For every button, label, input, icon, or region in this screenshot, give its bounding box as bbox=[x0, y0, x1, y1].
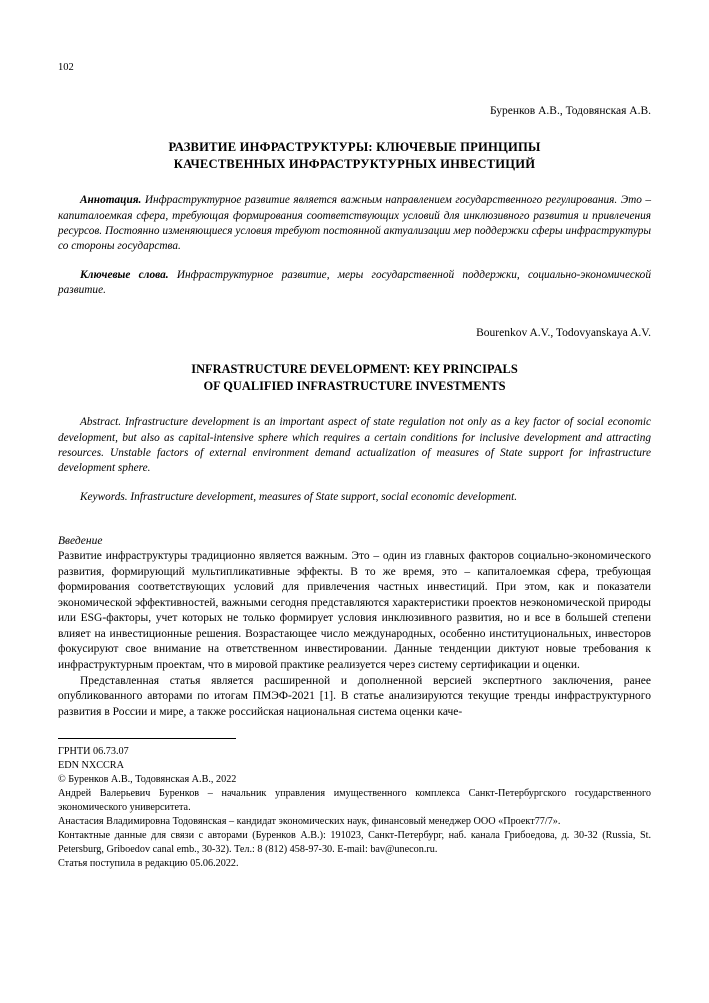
title-russian-line-2: КАЧЕСТВЕННЫХ ИНФРАСТРУКТУРНЫХ ИНВЕСТИЦИЙ bbox=[173, 156, 536, 171]
title-english bbox=[88, 361, 621, 396]
abstract-english-label: Abstract. bbox=[80, 416, 122, 429]
keywords-russian-text: Инфраструктурное развитие, меры государственной поддержки, социально-экономической развитие. bbox=[58, 268, 651, 297]
section-heading-introduction: Введение bbox=[58, 535, 103, 548]
authors-russian: Буренков А.В., Тодовянская А.В. bbox=[489, 104, 651, 117]
authors-english: Bourenkov A.V., Todovyanskaya A.V. bbox=[476, 326, 651, 339]
footnote-received-date: Статья поступила в редакцию 05.06.2022. bbox=[58, 858, 239, 870]
title-russian-line-1: РАЗВИТИЕ ИНФРАСТРУКТУРЫ: КЛЮЧЕВЫЕ ПРИНЦИПЫ bbox=[168, 139, 541, 154]
intro-paragraph-2: Представленная статья является расширенной и дополненной версией экспертного заключения, ранее опубликованного авторами по итогам ПМЭФ-2021 [1]. В статье анализируются текущие тренды инфраструктурного развития в России и мире, а также российская национальная система оценки каче- bbox=[58, 674, 651, 718]
footnote-grnti: ГРНТИ 06.73.07 bbox=[58, 746, 129, 758]
footnote-contacts: Контактные данные для связи с авторами (Буренков А.В.): 191023, Санкт-Петербург, наб. канала Грибоедова, д. 30-32 (Russia, St. Petersburg, Griboedov canal emb., 30-32). Тел.: 8 (812) 458-97-30. E-mail: bav@unecon.ru. bbox=[58, 830, 651, 856]
abstract-russian-text: Инфраструктурное развитие является важным направлением государственного регулирования. Это – капиталоемкая сфера, требующая формирования соответствующих условий для инклюзивного развития и привлечения ресурсов. Постоянно изменяющиеся условия требуют постоянной актуализации мер поддержки сферы инфраструктуры со стороны государства. bbox=[58, 194, 651, 253]
title-russian bbox=[86, 139, 623, 174]
keywords-english-text: Infrastructure development, measures of State support, social economic development. bbox=[127, 490, 518, 503]
abstract-russian-label: Аннотация. bbox=[80, 194, 142, 207]
keywords-russian-label: Ключевые слова. bbox=[80, 268, 169, 281]
keywords-english-label: Keywords. bbox=[80, 490, 128, 503]
page-number: 102 bbox=[58, 62, 74, 73]
footnote-block bbox=[58, 745, 651, 871]
intro-paragraph-1: Развитие инфраструктуры традиционно является важным. Это – один из главных факторов социально-экономического развития, формирующий мультипликативные эффекты. В то же время, это – капиталоемкая сфера, требующая формирования соответствующих условий для привлечения частных инвестиций. При этом, как и показатели экономической эффективностей, важными сегодня представляются характеристики проектов неэкономической природы или ESG-факторы, учет которых не только формирует условия инклюзивного развития, но и все в большей степени влияет на инвестиционные решения. Возрастающее число международных, особенно институциональных, инвесторов фокусируют свое внимание на ответственном инвестировании. Данные тенденции диктуют новые требования к инфраструктурным проектам, что в мировой практике реализуется через систему сертификации и оценки. bbox=[58, 550, 651, 672]
footnote-author-2: Анастасия Владимировна Тодовянская – кандидат экономических наук, финансовый менеджер ООО «Проект77/7». bbox=[58, 816, 561, 828]
abstract-english-text: Infrastructure development is an important aspect of state regulation not only as a key factor of social economic development, but also as capital-intensive sphere which requires a certain conditions for inclusive development and attracting resources. Unstable factors of external environment demand actualization of measures of State support for infrastructure development sphere. bbox=[58, 416, 651, 475]
title-english-line-2: OF QUALIFIED INFRASTRUCTURE INVESTMENTS bbox=[203, 378, 506, 393]
footnote-edn: EDN NXCCRA bbox=[58, 760, 124, 772]
keywords-russian bbox=[58, 268, 651, 299]
abstract-russian bbox=[58, 193, 651, 254]
footnote-copyright: © Буренков А.В., Тодовянская А.В., 2022 bbox=[58, 774, 237, 786]
title-english-line-1: INFRASTRUCTURE DEVELOPMENT: KEY PRINCIPALS bbox=[191, 361, 518, 376]
keywords-english bbox=[58, 490, 651, 505]
abstract-english bbox=[58, 415, 651, 476]
footnote-separator bbox=[58, 738, 236, 739]
footnote-author-1: Андрей Валерьевич Буренков – начальник управления имущественного комплекса Санкт-Петербургского государственного экономического университета. bbox=[58, 788, 651, 814]
